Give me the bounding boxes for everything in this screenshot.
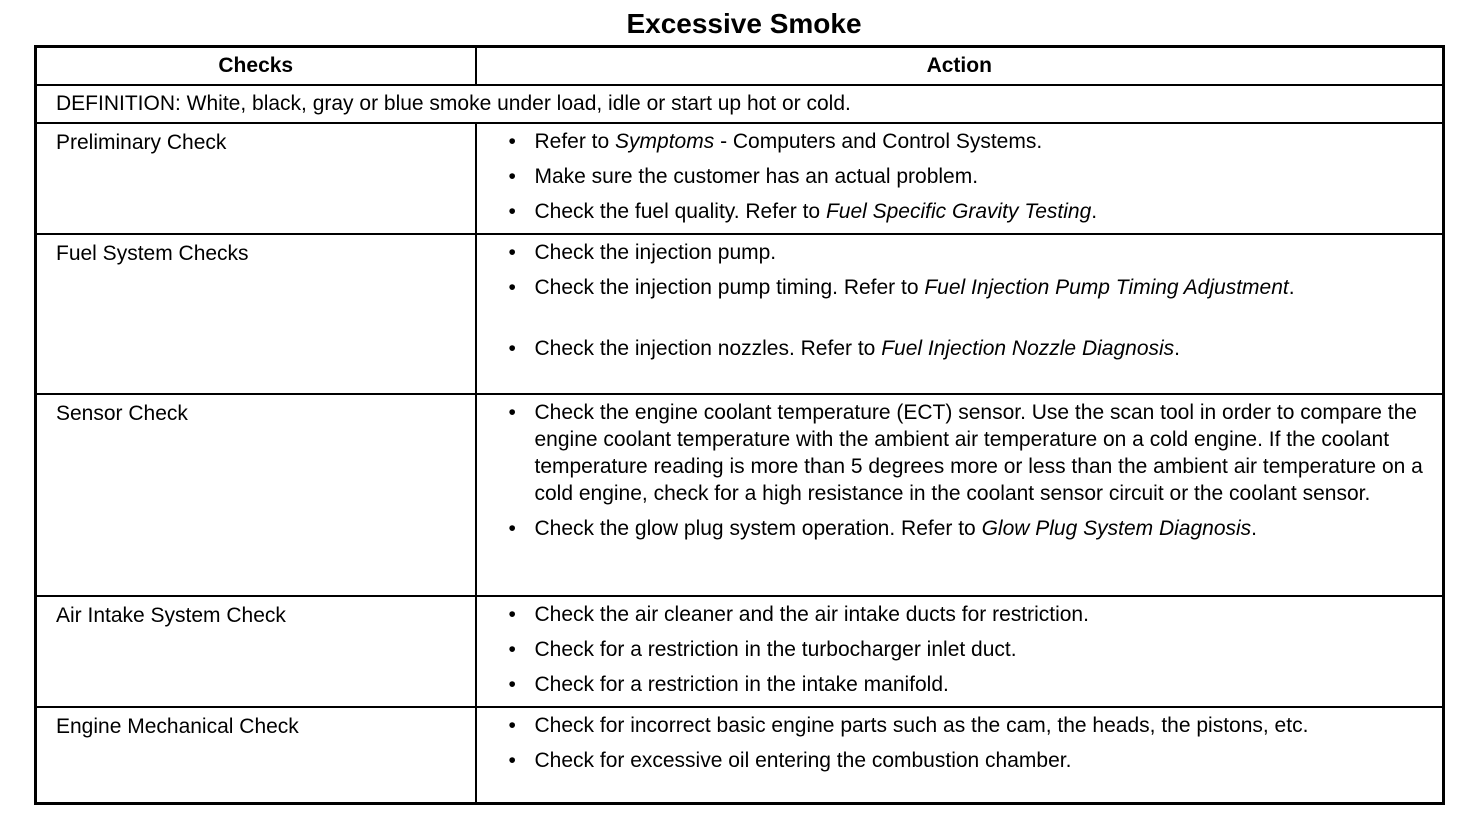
action-item: • Check the fuel quality. Refer to Fuel Specific Gravity Testing. xyxy=(509,198,1439,225)
action-item: • Check for a restriction in the intake manifold. xyxy=(509,671,1439,698)
action-cell xyxy=(476,123,1444,234)
check-name: Air Intake System Check xyxy=(36,596,476,707)
action-item: • Check the engine coolant temperature (ECT) sensor. Use the scan tool in order to compare the engine coolant temperature with the ambient air temperature on a cold engine. If the coolant temperature reading is more than 5 degrees more or less than the ambient air temperature on a cold engine, check for a high resistance in the coolant sensor circuit or the coolant sensor. xyxy=(509,399,1439,507)
action-item: • Check the injection pump timing. Refer to Fuel Injection Pump Timing Adjustment. xyxy=(509,274,1439,301)
reference-link: Glow Plug System Diagnosis xyxy=(981,517,1252,540)
action-item: • Check the glow plug system operation. Refer to Glow Plug System Diagnosis. xyxy=(509,515,1439,542)
table-row xyxy=(36,394,1444,596)
action-item: • Check for a restriction in the turbocharger inlet duct. xyxy=(509,636,1439,663)
action-cell xyxy=(476,394,1444,596)
reference-link: Fuel Injection Pump Timing Adjustment xyxy=(924,276,1289,299)
definition-text: DEFINITION: White, black, gray or blue smoke under load, idle or start up hot or cold. xyxy=(36,85,1444,123)
action-cell xyxy=(476,596,1444,707)
action-item: • Check for incorrect basic engine parts such as the cam, the heads, the pistons, etc. xyxy=(509,712,1439,739)
header-row xyxy=(36,47,1444,86)
check-name: Engine Mechanical Check xyxy=(36,707,476,803)
action-cell xyxy=(476,234,1444,394)
action-item: • Check the injection nozzles. Refer to Fuel Injection Nozzle Diagnosis. xyxy=(509,335,1439,362)
page-title: Excessive Smoke xyxy=(626,8,862,39)
table-row xyxy=(36,123,1444,234)
action-item: • Check the injection pump. xyxy=(509,239,1439,266)
table-row xyxy=(36,596,1444,707)
check-name: Preliminary Check xyxy=(36,123,476,234)
definition-row xyxy=(36,85,1444,123)
action-item: • Check the air cleaner and the air intake ducts for restriction. xyxy=(509,601,1439,628)
reference-link: Symptoms xyxy=(615,130,715,153)
action-cell xyxy=(476,707,1444,803)
table-row xyxy=(36,707,1444,803)
reference-link: Fuel Specific Gravity Testing xyxy=(825,200,1092,223)
check-name: Sensor Check xyxy=(36,394,476,596)
action-item: • Make sure the customer has an actual problem. xyxy=(509,163,1439,190)
reference-link: Fuel Injection Nozzle Diagnosis xyxy=(881,337,1175,360)
action-item: • Check for excessive oil entering the combustion chamber. xyxy=(509,747,1439,774)
checks-header: Checks xyxy=(36,47,476,86)
table-row xyxy=(36,234,1444,394)
check-name: Fuel System Checks xyxy=(36,234,476,394)
action-header: Action xyxy=(476,47,1444,86)
diagnosis-table xyxy=(34,45,1445,805)
action-item: • Refer to Symptoms - Computers and Control Systems. xyxy=(509,128,1439,155)
